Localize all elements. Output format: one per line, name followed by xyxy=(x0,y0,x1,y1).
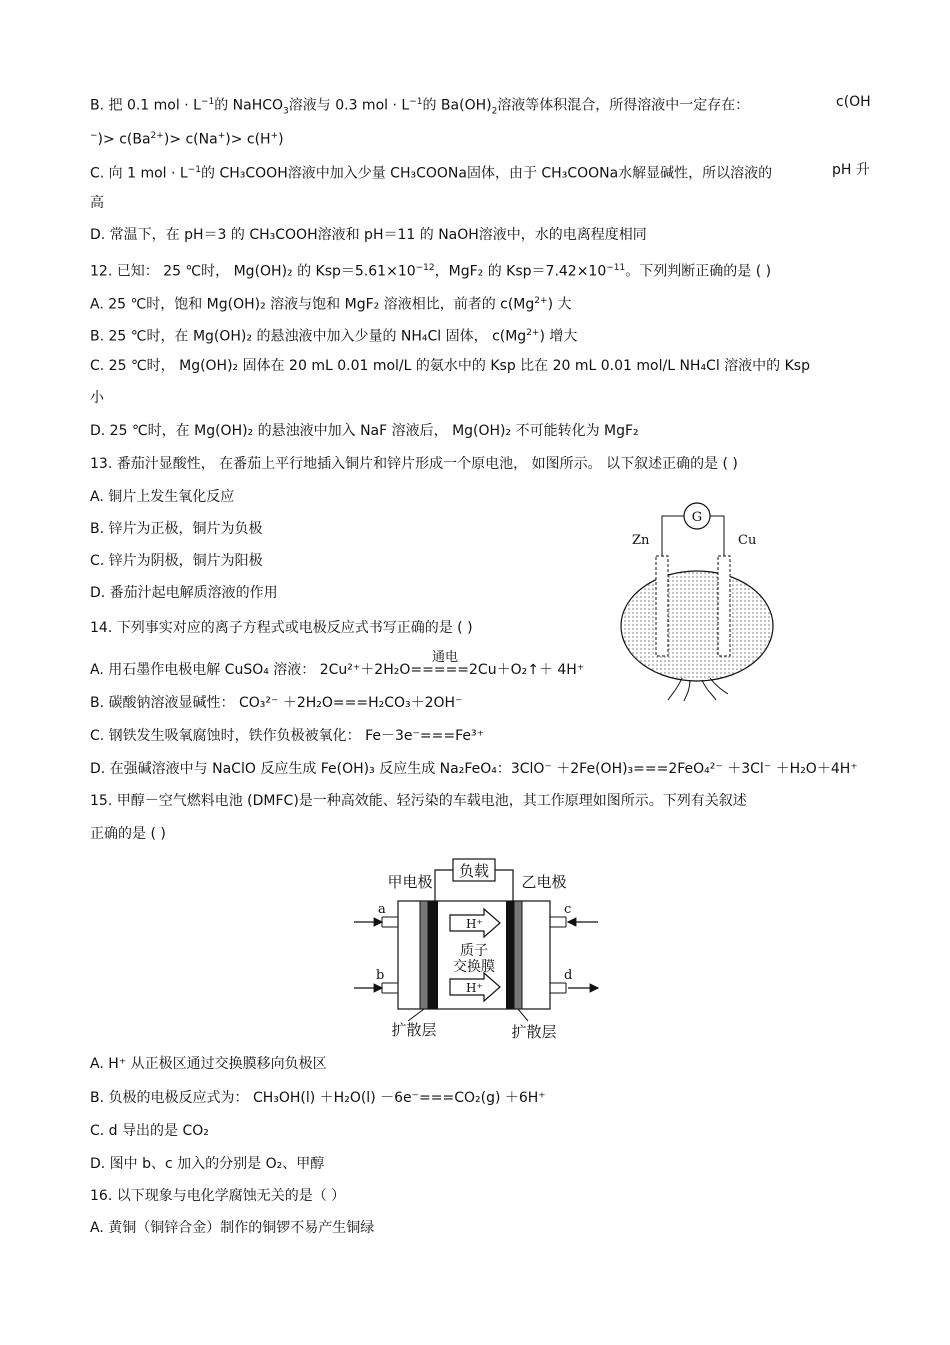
load-label: 负载 xyxy=(458,862,490,880)
left-electrode-label: 甲电极 xyxy=(387,873,433,891)
q16-option-a: A. 黄铜（铜锌合金）制作的铜锣不易产生铜绿 xyxy=(90,1220,375,1236)
q14-option-b: B. 碳酸钠溶液显碱性： CO₃²⁻ ＋2H₂O===H₂CO₃＋2OH⁻ xyxy=(90,695,463,711)
q12-option-d: D. 25 ℃时，在 Mg(OH)₂ 的悬浊液中加入 NaF 溶液后， Mg(OH)₂ 不可能转化为 MgF₂ xyxy=(90,423,639,439)
h-plus-upper: H⁺ xyxy=(466,917,483,931)
q14-option-d: D. 在强碱溶液中与 NaClO 反应生成 Fe(OH)₃ 反应生成 Na₂FeO₄：3ClO⁻ ＋2Fe(OH)₃===2FeO₄²⁻ ＋3Cl⁻ ＋H₂O＋4H⁺ xyxy=(90,761,858,777)
q12-option-c-line1: C. 25 ℃时， Mg(OH)₂ 固体在 20 mL 0.01 mol/L 的氨水中的 Ksp 比在 20 mL 0.01 mol/L NH₄Cl 溶液中的 Ksp xyxy=(90,358,810,374)
copper-plate xyxy=(718,556,730,656)
q15-option-a: A. H⁺ 从正极区通过交换膜移向负极区 xyxy=(90,1056,327,1072)
q12-stem: 12. 已知： 25 ℃时， Mg(OH)₂ 的 $Ksp=5.61\times 10^{-12}$，MgF₂ 的 $Ksp=7.42\times 10^{-11}$。下列判断正确的是 ( ) xyxy=(90,263,772,280)
q11-option-c-line2: 高 xyxy=(90,195,104,211)
q14-stem: 14. 下列事实对应的离子方程式或电极反应式书写正确的是 ( ) xyxy=(90,620,473,636)
inlet-c: c xyxy=(564,902,572,917)
q11-option-b-text: B. 把 0.1 mol · L xyxy=(90,97,201,114)
q12-option-b: B. 25 ℃时，在 Mg(OH)₂ 的悬浊液中加入少量的 NH₄Cl 固体， $c(Mg^{2+})$ 增大 xyxy=(90,328,578,345)
q13-option-c: C. 锌片为阴极，铜片为阳极 xyxy=(90,553,263,569)
right-diffusion-layer xyxy=(514,901,522,1009)
q12-option-c-line2: 小 xyxy=(90,390,104,406)
q14-option-a: A. 用石墨作电极电解 CuSO₄ 溶液： 2Cu²⁺＋2H₂O=====2Cu＋O₂↑＋ 4H⁺ xyxy=(90,662,585,678)
tomato-battery-figure xyxy=(612,496,782,701)
q11-option-b-line1: B. 把 0.1 mol · $L^{-1}$的 NaHCO$_3$溶液与 0.3 mol · $L^{-1}$的 $Ba(OH)_2$溶液等体积混合，所得溶液中一定存在： xyxy=(90,97,750,117)
right-electrode-label: 乙电极 xyxy=(521,873,567,891)
q16-stem: 16. 以下现象与电化学腐蚀无关的是（ ） xyxy=(90,1188,346,1204)
right-electrode xyxy=(506,901,514,1009)
left-diffusion-layer xyxy=(420,901,428,1009)
q15-stem-line1: 15. 甲醇－空气燃料电池 (DMFC)是一种高效能、轻污染的车载电池，其工作原理如图所示。下列有关叙述 xyxy=(90,793,747,809)
dmfc-figure xyxy=(348,855,610,1043)
q12-option-a: A. 25 ℃时，饱和 Mg(OH)₂ 溶液与饱和 MgF₂ 溶液相比，前者的 $c(Mg^{2+})$ 大 xyxy=(90,296,572,313)
q15-option-c: C. d 导出的是 CO₂ xyxy=(90,1123,209,1139)
q11-option-b-tail: c(OH xyxy=(836,94,871,110)
zinc-plate xyxy=(656,556,668,656)
q15-stem-line2: 正确的是 ( ) xyxy=(90,826,166,842)
q13-option-d: D. 番茄汁起电解质溶液的作用 xyxy=(90,585,278,601)
galvanometer-label: G xyxy=(691,510,703,525)
q14-option-c: C. 钢铁发生吸氧腐蚀时，铁作负极被氧化： Fe－3e⁻===Fe³⁺ xyxy=(90,728,485,744)
q14-electrolysis-condition: 通电 xyxy=(432,650,459,665)
tomato-body xyxy=(621,571,773,681)
q13-stem: 13. 番茄汁显酸性， 在番茄上平行地插入铜片和锌片形成一个原电池， 如图所示。 以下叙述正确的是 ( ) xyxy=(90,456,738,472)
q13-option-b: B. 锌片为正极，铜片为负极 xyxy=(90,521,263,537)
q13-option-a: A. 铜片上发生氧化反应 xyxy=(90,489,235,505)
q15-option-b: B. 负极的电极反应式为： CH₃OH(l) ＋H₂O(l) －6e⁻===CO₂(g) ＋6H⁺ xyxy=(90,1090,546,1106)
q11-option-c-tail: pH 升 xyxy=(832,162,870,178)
cu-label: Cu xyxy=(738,533,757,548)
diffusion-left-label: 扩散层 xyxy=(391,1021,437,1039)
membrane-label-2: 交换膜 xyxy=(453,959,495,975)
inlet-a: a xyxy=(378,902,386,917)
inlet-b: b xyxy=(376,968,385,983)
q11-option-b-line2: $^-)> c(Ba^{2+})> c(Na^+)> c(H^+)$ xyxy=(90,131,284,148)
q11-option-c-line1: C. 向 1 mol · $L^{-1}$的 CH₃COOH溶液中加入少量 CH₃COONa固体，由于 CH₃COONa水解显碱性，所以溶液的 xyxy=(90,165,773,182)
q15-option-d: D. 图中 b、c 加入的分别是 O₂、甲醇 xyxy=(90,1156,325,1172)
zn-label: Zn xyxy=(632,533,650,548)
left-electrode xyxy=(428,901,438,1009)
membrane-label-1: 质子 xyxy=(460,943,488,959)
diffusion-right-label: 扩散层 xyxy=(511,1023,557,1041)
outlet-d: d xyxy=(564,968,573,983)
q11-option-d: D. 常温下，在 pH＝3 的 CH₃COOH溶液和 pH＝11 的 NaOH溶液中，水的电离程度相同 xyxy=(90,227,647,243)
h-plus-lower: H⁺ xyxy=(466,981,483,995)
